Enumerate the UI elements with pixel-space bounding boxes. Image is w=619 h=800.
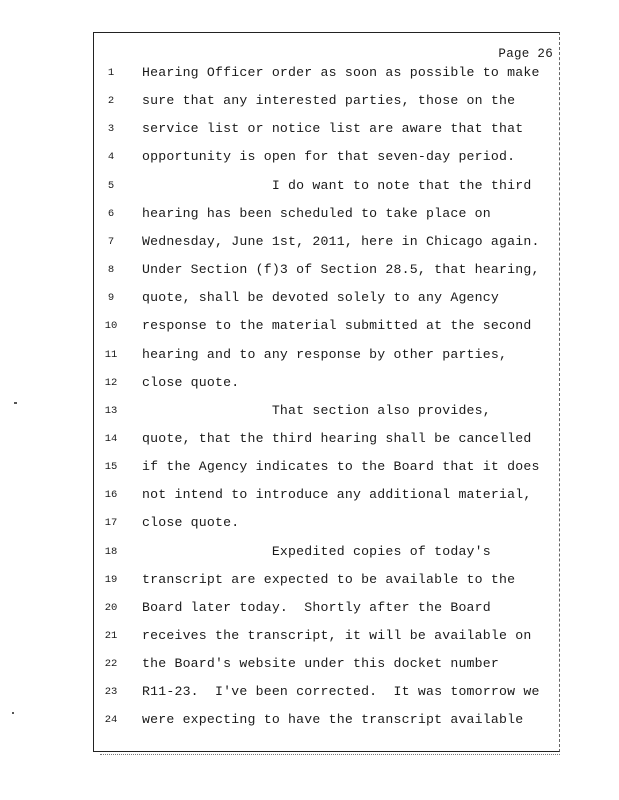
line-number: 22 bbox=[104, 658, 118, 671]
transcript-line bbox=[94, 544, 561, 564]
line-number: 21 bbox=[104, 630, 118, 642]
line-number: 20 bbox=[104, 601, 118, 614]
line-number: 7 bbox=[107, 235, 115, 248]
line-text: service list or notice list are aware that that bbox=[142, 121, 524, 137]
line-text: Under Section (f)3 of Section 28.5, that hearing, bbox=[142, 262, 540, 278]
transcript-line bbox=[94, 712, 561, 732]
line-text: response to the material submitted at the second bbox=[142, 318, 532, 334]
line-number: 15 bbox=[104, 461, 118, 474]
line-number: 23 bbox=[104, 686, 118, 699]
line-number: 18 bbox=[104, 545, 118, 558]
line-text: quote, shall be devoted solely to any Agency bbox=[142, 290, 500, 306]
line-text: hearing and to any response by other parties, bbox=[142, 346, 508, 362]
line-number: 4 bbox=[107, 151, 115, 164]
transcript-line bbox=[94, 656, 561, 676]
line-number: 19 bbox=[104, 573, 118, 586]
bottom-rule bbox=[100, 754, 560, 755]
line-number: 1 bbox=[107, 67, 115, 79]
transcript-line bbox=[94, 600, 561, 620]
line-text: transcript are expected to be available to the bbox=[142, 571, 516, 587]
line-number: 9 bbox=[107, 292, 115, 305]
transcript-line bbox=[94, 431, 561, 451]
line-number: 6 bbox=[107, 207, 115, 220]
transcript-line bbox=[94, 375, 561, 395]
transcript-line bbox=[94, 403, 561, 423]
transcript-line bbox=[94, 65, 561, 85]
line-text: Hearing Officer order as soon as possible to make bbox=[142, 65, 540, 80]
line-text: close quote. bbox=[142, 515, 240, 531]
transcript-line bbox=[94, 234, 561, 254]
line-text: sure that any interested parties, those on the bbox=[142, 93, 516, 109]
transcript-line bbox=[94, 121, 561, 141]
line-text: Board later today. Shortly after the Board bbox=[142, 599, 491, 615]
line-text: close quote. bbox=[142, 374, 240, 390]
transcript-line bbox=[94, 93, 561, 113]
line-text: R11-23. I've been corrected. It was tomorrow we bbox=[142, 684, 540, 700]
line-number: 11 bbox=[104, 348, 118, 361]
line-text: hearing has been scheduled to take place on bbox=[142, 205, 491, 221]
line-text: if the Agency indicates to the Board that it does bbox=[142, 459, 540, 475]
transcript-line bbox=[94, 515, 561, 535]
line-number: 16 bbox=[104, 489, 118, 502]
line-number: 12 bbox=[104, 376, 118, 389]
transcript-page bbox=[93, 32, 560, 752]
line-text: Wednesday, June 1st, 2011, here in Chicago again. bbox=[142, 233, 540, 249]
line-number: 24 bbox=[104, 714, 118, 727]
line-number: 5 bbox=[107, 179, 115, 192]
transcript-line bbox=[94, 206, 561, 226]
transcript-line bbox=[94, 149, 561, 169]
transcript-line bbox=[94, 290, 561, 310]
line-number: 3 bbox=[107, 123, 115, 136]
line-text: were expecting to have the transcript available bbox=[142, 712, 524, 728]
line-number: 10 bbox=[104, 320, 118, 333]
transcript-line bbox=[94, 178, 561, 198]
line-number: 13 bbox=[104, 404, 118, 417]
transcript-line bbox=[94, 262, 561, 282]
transcript-line bbox=[94, 459, 561, 479]
transcript-line bbox=[94, 487, 561, 507]
transcript-line bbox=[94, 347, 561, 367]
line-text: opportunity is open for that seven-day period. bbox=[142, 149, 516, 165]
line-text: Expedited copies of today's bbox=[142, 543, 491, 559]
scan-speck bbox=[14, 402, 17, 404]
transcript-line bbox=[94, 318, 561, 338]
line-text: I do want to note that the third bbox=[142, 177, 532, 193]
line-text: That section also provides, bbox=[142, 402, 491, 418]
page-number: Page 26 bbox=[498, 47, 553, 61]
transcript-line bbox=[94, 684, 561, 704]
line-number: 8 bbox=[107, 264, 115, 277]
line-text: receives the transcript, it will be available on bbox=[142, 628, 532, 643]
transcript-line bbox=[94, 628, 561, 648]
line-number: 2 bbox=[107, 95, 115, 108]
line-text: quote, that the third hearing shall be cancelled bbox=[142, 430, 532, 446]
scan-speck bbox=[12, 712, 14, 714]
line-text: not intend to introduce any additional material, bbox=[142, 487, 532, 503]
line-text: the Board's website under this docket number bbox=[142, 656, 500, 672]
transcript-line bbox=[94, 572, 561, 592]
line-number: 17 bbox=[104, 517, 118, 530]
line-number: 14 bbox=[104, 432, 118, 445]
